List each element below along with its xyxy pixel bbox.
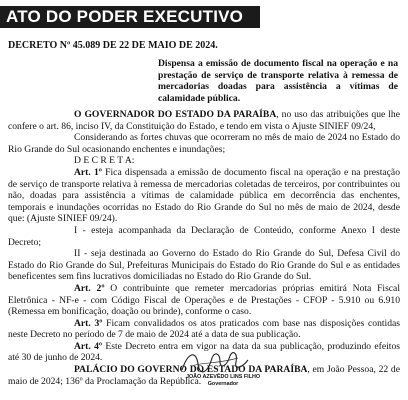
preamble-text: , no uso das atribuições que lhe confere o art. 86, inciso IV, da Constituição do Estado, e tendo em vista o Ajuste SINIEF 09/24, (8, 109, 400, 132)
article-2-text: O contribuinte que remeter mercadorias próprias emitirá Nota Fiscal Eletrônica - NF-e - com Código Fiscal de Operações e de Prestações - CFOP - 5.910 ou 6.910 (Remessa em bonificação, doação ou brinde), conforme o caso. (8, 282, 400, 318)
article-2 (8, 283, 400, 318)
decree-ementa: Dispensa a emissão de documento fiscal na operação e na prestação de serviço de transporte relativa à remessa de mercadorias doadas para assistência a vítimas de calamidade pública. (158, 58, 398, 104)
governor-heading: O GOVERNADOR DO ESTADO DA PARAÍBA (74, 109, 277, 120)
article-1-text: Fica dispensada a emissão de documento fiscal na operação e na prestação de serviço de transporte relativa à remessa de mercadorias coletadas de terceiros, por contribuintes ou não, doadas para assistência a vítimas de calamidade pública em decorrência das enchentes, temporais e inundações ocorridas no Estado do Rio Grande do Sul no mês de maio de 2024, desde que: (Ajuste SINIEF 09/24). (8, 166, 400, 225)
decree-title: DECRETO Nº 45.089 DE 22 DE MAIO DE 2024. (8, 40, 218, 51)
article-2-label: Art. 2º (74, 282, 105, 294)
palace-heading: PALÁCIO DO GOVERNO DO ESTADO DA PARAÍBA (74, 364, 308, 376)
article-4-label: Art. 4º (74, 340, 103, 352)
article-1-item-2: II - seja destinada ao Governo do Estado do Rio Grande do Sul, Defesa Civil do Estado do Rio Grande do Sul, Prefeituras Municipais do Estado do Rio Grande do Sul e as entidades beneficentes sem fins lucrativos domiciliadas no Estado do Rio Grande do Sul. (8, 248, 400, 283)
signature-block (168, 346, 261, 392)
article-4-text: Este Decreto entra em vigor na data da sua publicação, produzindo efeitos até 30 de junho de 2024. (8, 340, 400, 364)
considering-paragraph: Considerando as fortes chuvas que ocorreram no mês de maio de 2024 no Estado do Rio Grande do Sul ocasionando enchentes e inundações; (8, 132, 400, 155)
article-3-label: Art. 3º (74, 317, 103, 329)
signer-role: Governador (207, 381, 239, 387)
article-1-item-1: I - esteja acompanhada da Declaração de Conteúdo, conforme Anexo I deste Decreto; (8, 224, 400, 248)
place-date: , em João Pessoa, 22 de maio de 2024; 136º da Proclamação da República. (8, 364, 400, 387)
article-3-text: Ficam convalidados os atos praticados com base nas disposições contidas neste Decreto no período de 7 de maio de 2024 até a data de sua publicação. (8, 317, 400, 341)
preamble-paragraph (8, 109, 400, 132)
decreta-heading: D E C R E T A: (74, 155, 135, 167)
article-3 (8, 318, 400, 341)
section-header-title: ATO DO PODER EXECUTIVO (6, 7, 244, 26)
article-1-label: Art. 1º (74, 166, 102, 178)
article-1 (8, 167, 400, 225)
handwritten-signature (168, 346, 258, 376)
signer-name: JOÃO AZEVÊDO LINS FILHO (185, 374, 261, 380)
section-header (0, 6, 260, 28)
